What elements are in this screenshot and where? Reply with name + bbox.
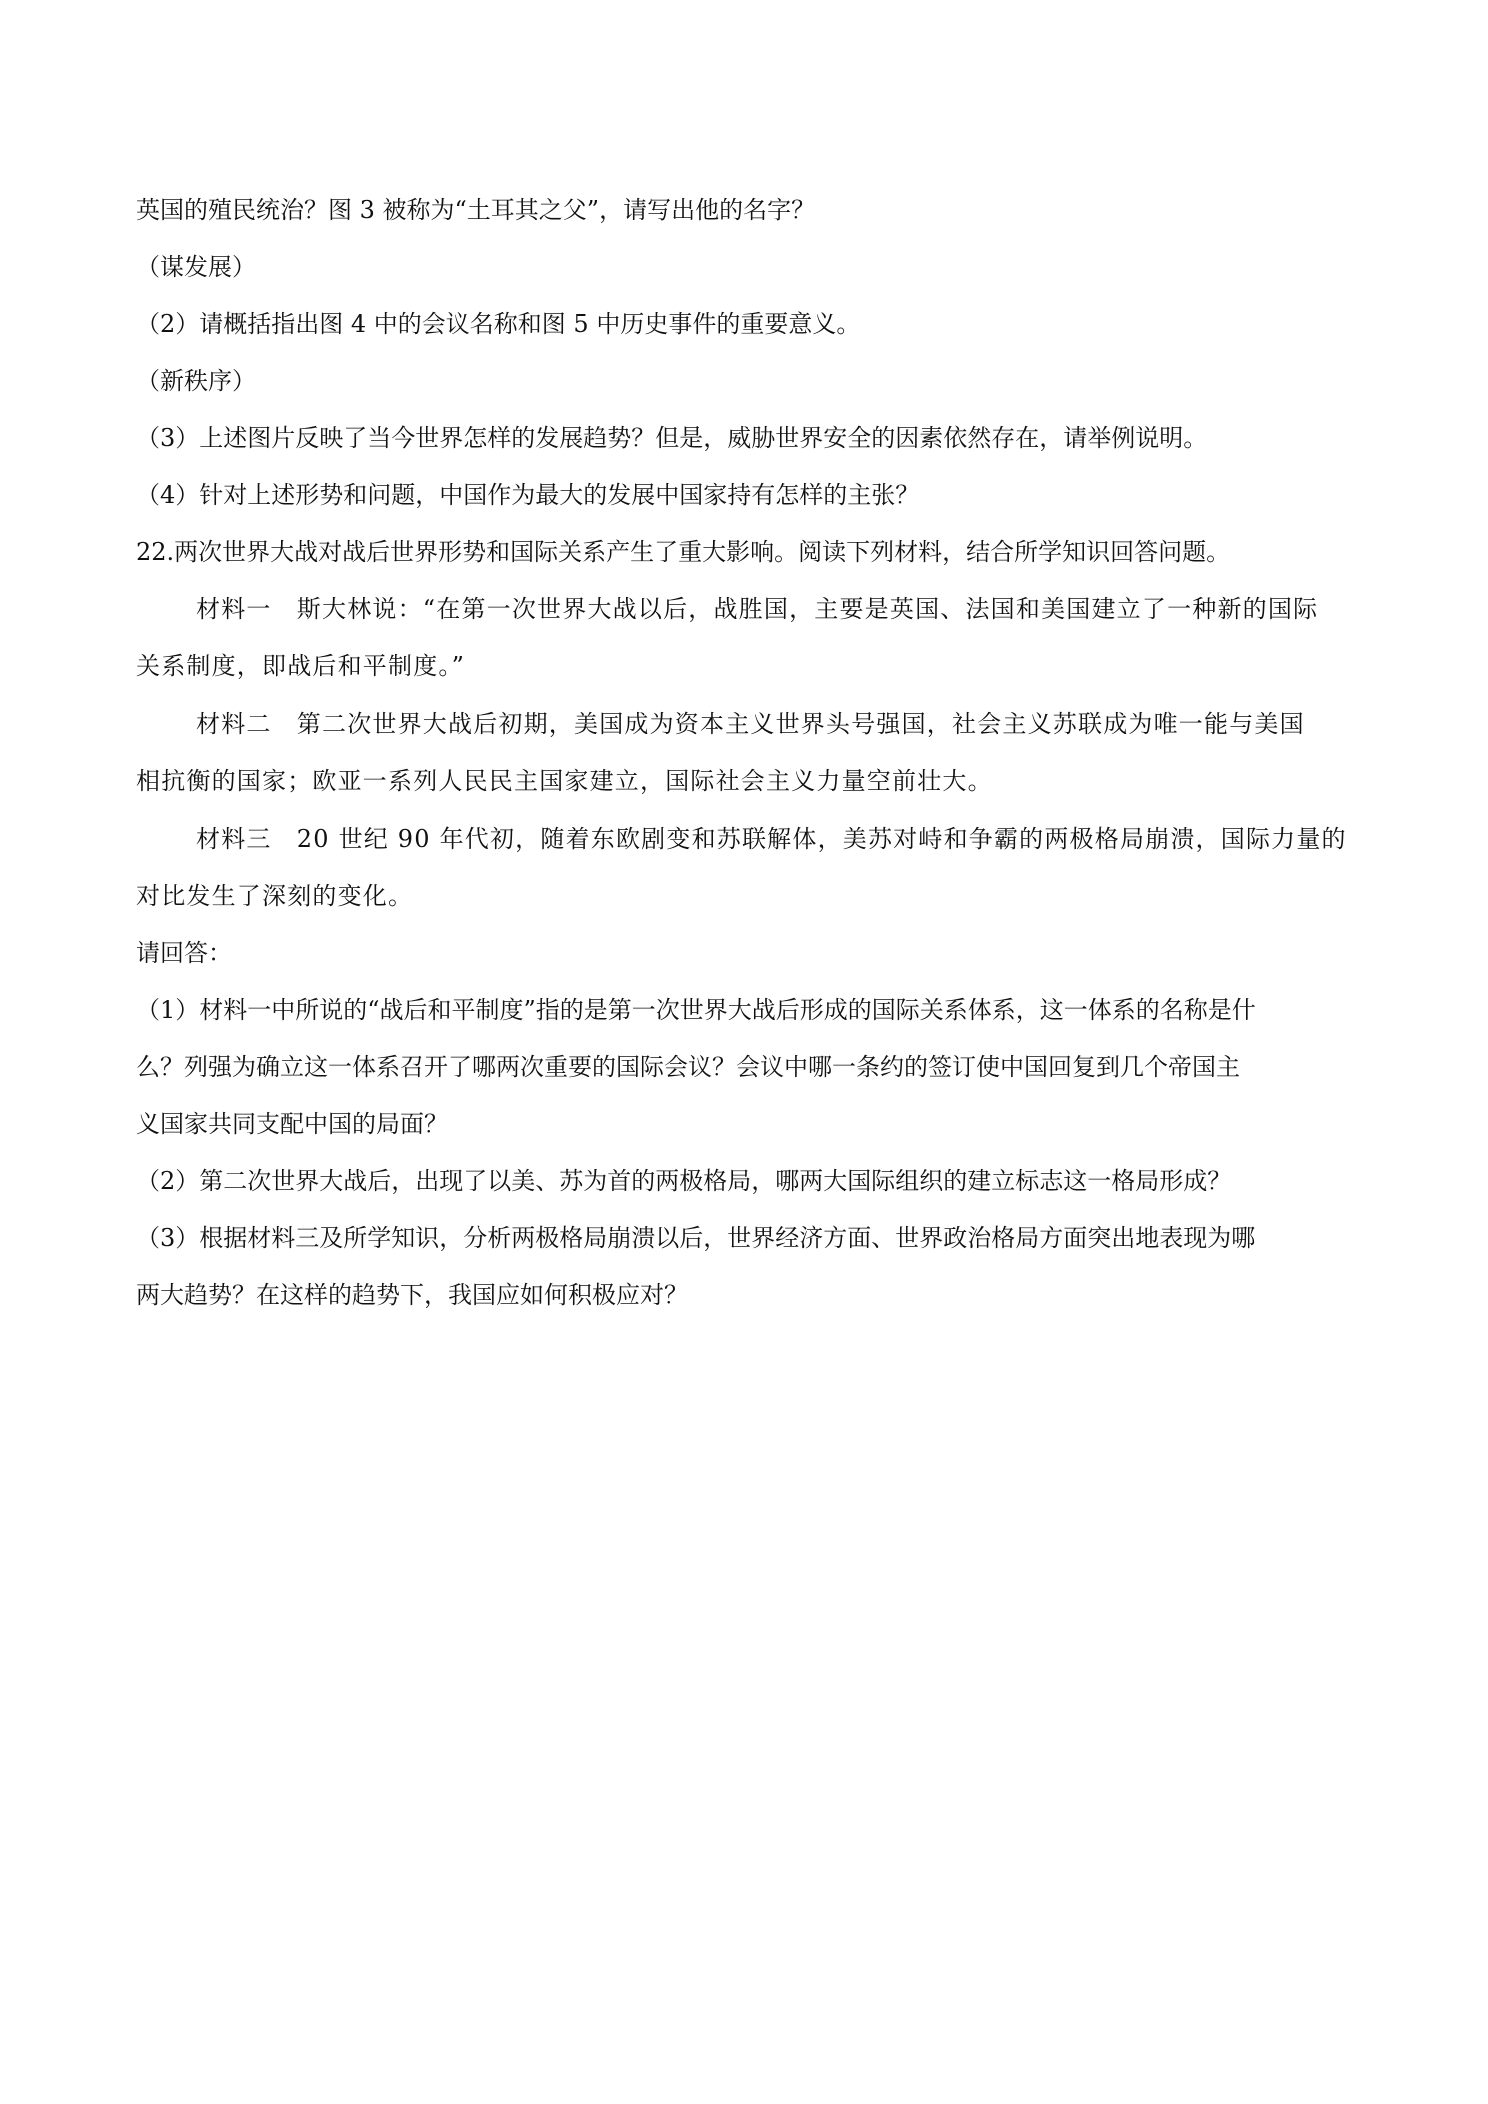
material-2-line-2: 相抗衡的国家；欧亚一系列人民民主国家建立，国际社会主义力量空前壮大。 bbox=[136, 767, 993, 795]
material-1-line-1: 材料一 斯大林说：“在第一次世界大战以后，战胜国，主要是英国、法国和美国建立了一种新的国际 bbox=[196, 595, 1319, 623]
question-21-1-continuation: 英国的殖民统治？图 3 被称为“土耳其之父”，请写出他的名字？ bbox=[136, 196, 816, 224]
answer-prompt: 请回答： bbox=[136, 939, 232, 967]
section-heading-development: （谋发展） bbox=[136, 253, 256, 281]
material-2-line-1: 材料二 第二次世界大战后初期，美国成为资本主义世界头号强国，社会主义苏联成为唯一能与美国 bbox=[196, 710, 1305, 738]
question-22-1-line-2: 么？列强为确立这一体系召开了哪两次重要的国际会议？会议中哪一条约的签订使中国回复到几个帝国主 bbox=[136, 1053, 1240, 1081]
material-1-line-2: 关系制度，即战后和平制度。” bbox=[136, 652, 466, 680]
question-22-3-line-1: （3）根据材料三及所学知识，分析两极格局崩溃以后，世界经济方面、世界政治格局方面突出地表现为哪 bbox=[136, 1224, 1256, 1252]
question-21-2: （2）请概括指出图 4 中的会议名称和图 5 中历史事件的重要意义。 bbox=[136, 310, 861, 338]
question-21-4: （4）针对上述形势和问题，中国作为最大的发展中国家持有怎样的主张？ bbox=[136, 481, 920, 509]
question-21-3: （3）上述图片反映了当今世界怎样的发展趋势？但是，威胁世界安全的因素依然存在，请举例说明。 bbox=[136, 424, 1208, 452]
question-22-2: （2）第二次世界大战后，出现了以美、苏为首的两极格局，哪两大国际组织的建立标志这一格局形成？ bbox=[136, 1167, 1232, 1195]
section-heading-new-order: （新秩序） bbox=[136, 367, 256, 395]
question-22-1-line-3: 义国家共同支配中国的局面？ bbox=[136, 1110, 448, 1138]
question-22-3-line-2: 两大趋势？在这样的趋势下，我国应如何积极应对？ bbox=[136, 1281, 688, 1309]
question-22-stem: 22.两次世界大战对战后世界形势和国际关系产生了重大影响。阅读下列材料，结合所学知识回答问题。 bbox=[136, 538, 1231, 566]
material-3-line-1: 材料三 20 世纪 90 年代初，随着东欧剧变和苏联解体，美苏对峙和争霸的两极格局崩溃，国际力量的 bbox=[196, 825, 1347, 853]
question-22-1-line-1: （1）材料一中所说的“战后和平制度”指的是第一次世界大战后形成的国际关系体系，这一体系的名称是什 bbox=[136, 996, 1256, 1024]
material-3-line-2: 对比发生了深刻的变化。 bbox=[136, 882, 414, 910]
